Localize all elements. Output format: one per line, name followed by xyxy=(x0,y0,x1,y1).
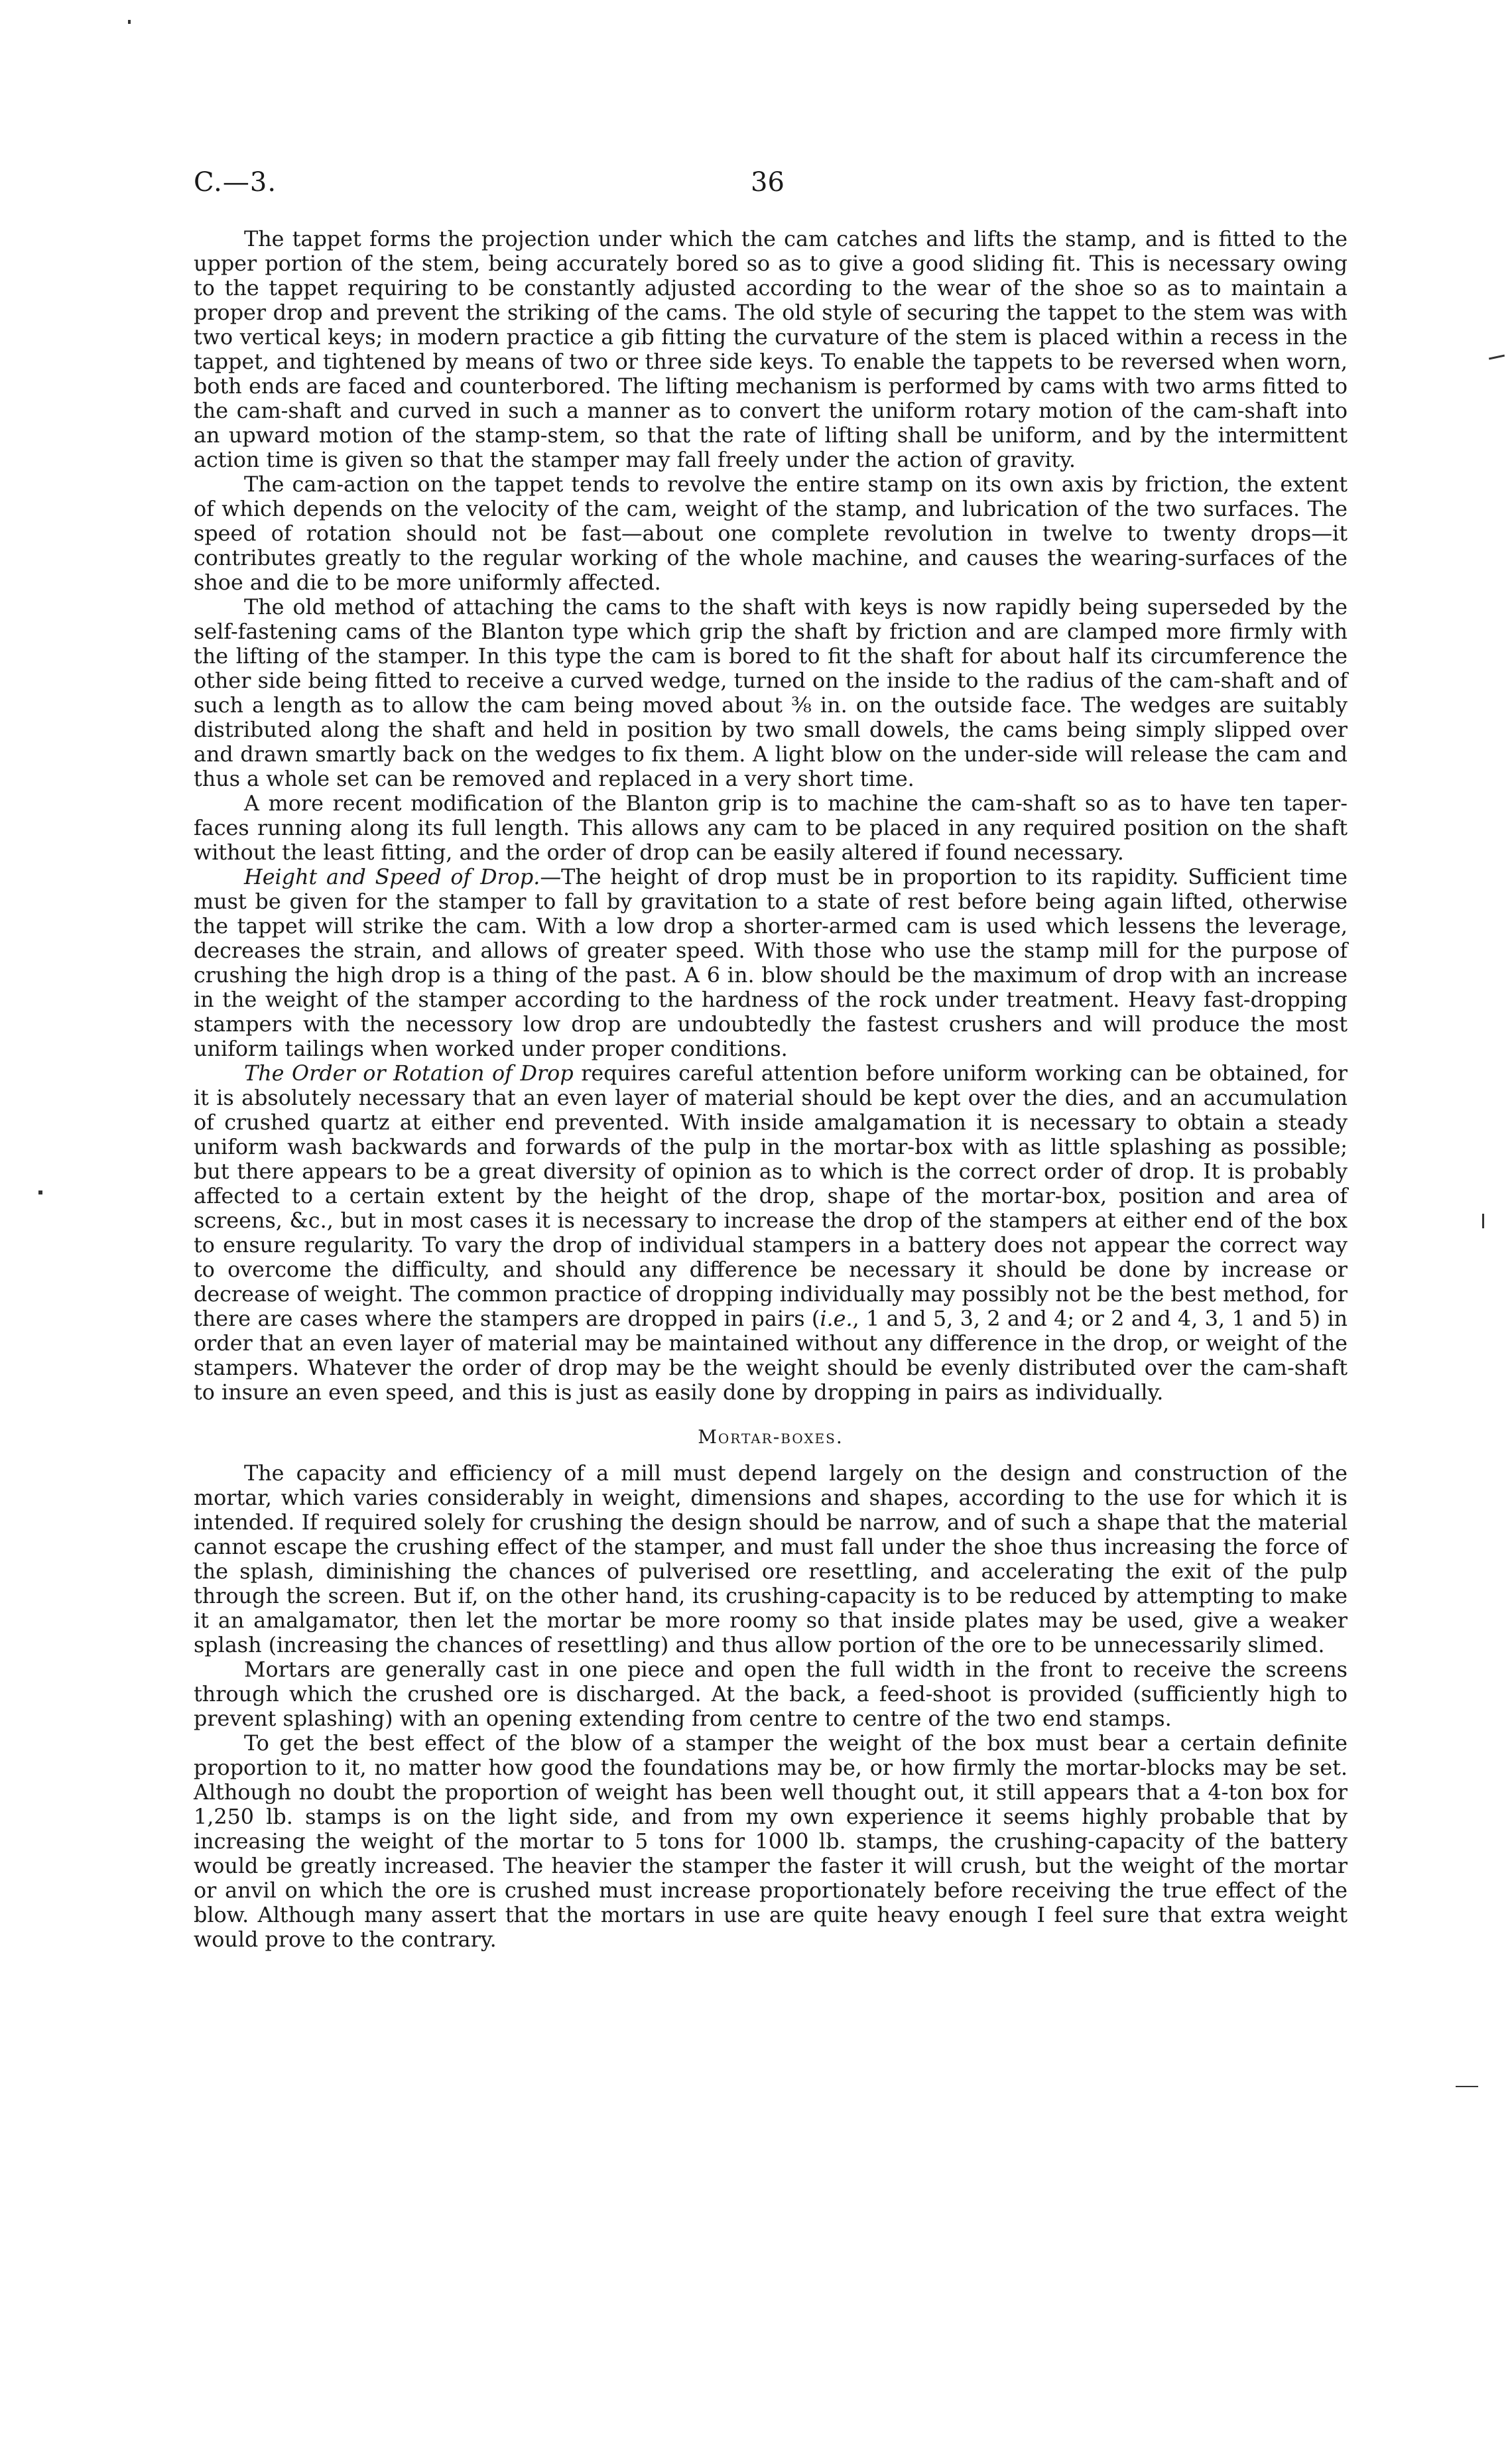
height-speed-title: Height and Speed of Drop. xyxy=(244,865,540,889)
paragraph-order-rotation xyxy=(194,1061,1348,1405)
scan-mark-right-2 xyxy=(1482,1214,1484,1228)
paragraph-mortar-capacity: The capacity and efficiency of a mill must depend largely on the design and construction of the mortar, which varies considerably in weight, dimensions and shapes, according to the use for which it is intended. If required solely for crushing the design should be narrow, and of such a shape that the material cannot escape the crushing effect of the stamper, and must fall under the shoe thus increasing the force of the splash, diminishing the chances of pulverised ore resettling, and accelerating the exit of the pulp through the screen. But if, on the other hand, its crushing-capacity is to be reduced by attempting to make it an amalgamator, then let the mortar be more roomy so that inside plates may be used, give a weaker splash (increasing the chances of resettling) and thus allow portion of the ore to be unnecessarily slimed. xyxy=(194,1461,1348,1657)
paragraph-mortar-weight: To get the best effect of the blow of a stamper the weight of the box must bear a certain definite proportion to it, no matter how good the foundations may be, or how firmly the mortar-blocks may be set. Although no doubt the proportion of weight has been well thought out, it still appears that a 4-ton box for 1,250 lb. stamps is on the light side, and from my own experience it seems highly probable that by increasing the weight of the mortar to 5 tons for 1000 lb. stamps, the crushing-capacity of the battery would be greatly increased. The heavier the stamper the faster it will crush, but the weight of the mortar or anvil on which the ore is crushed must increase proportionately before receiving the true effect of the blow. Although many assert that the mortars in use are quite heavy enough I feel sure that extra weight would prove to the contrary. xyxy=(194,1731,1348,1952)
scan-mark-right-1 xyxy=(1489,355,1505,360)
paragraph-tappet: The tappet forms the projection under which the cam catches and lifts the stamp, and is fitted to the upper portion of the stem, being accurately bored so as to give a good sliding fit. This is necessary owing to the tappet requiring to be constantly adjusted according to the wear of the shoe so as to maintain a proper drop and prevent the striking of the cams. The old style of securing the tappet to the stem was with two vertical keys; in modern practice a gib fitting the curvature of the stem is placed within a recess in the tappet, and tightened by means of two or three side keys. To enable the tappets to be reversed when worn, both ends are faced and counterbored. The lifting mechanism is performed by cams with two arms fitted to the cam-shaft and curved in such a manner as to convert the uniform rotary motion of the cam-shaft into an upward motion of the stamp-stem, so that the rate of lifting shall be uniform, and by the intermittent action time is given so that the stamper may fall freely under the action of gravity. xyxy=(194,227,1348,472)
paragraph-cam-action: The cam-action on the tappet tends to revolve the entire stamp on its own axis by friction, the extent of which depends on the velocity of the cam, weight of the stamp, and lubrication of the two surfaces. The speed of rotation should not be fast—about one complete revolution in twelve to twenty drops—it contributes greatly to the regular working of the whole machine, and causes the wearing-surfaces of the shoe and die to be more uniformly affected. xyxy=(194,472,1348,595)
section-heading-mortar-boxes: Mortar-boxes. xyxy=(698,1426,844,1448)
order-rotation-text-a: requires careful attention before uniform working can be obtained, for it is absolutely necessary that an even layer of material should be kept over the dies, and an accumulation of crushed quartz at either end prevented. With inside amalgamation it is necessary to obtain a steady uniform wash backwards and forwards of the pulp in the mortar-box with as little splashing as possible; but there appears to be a great diversity of opinion as to which is the correct order of drop. It is probably affected to a certain extent by the height of the drop, shape of the mortar-box, position and area of screens, &c., but in most cases it is necessary to increase the drop of the stampers at either end of the box to ensure regularity. To vary the drop of individual stampers in a battery does not appear the correct way to overcome the difficulty, and should any difference be necessary it should be done by increase or decrease of weight. The common practice of dropping individually may possibly not be the best method, for there are cases where the stampers are dropped in pairs ( xyxy=(194,1061,1348,1331)
document-reference: C.—3. xyxy=(194,167,277,198)
scan-mark-top xyxy=(128,20,131,24)
order-rotation-text-b: , 1 and 5, 3, 2 and 4; or 2 and 4, 3, 1 and 5) in order that an even layer of material may be maintained without any difference in the drop, or weight of the stampers. Whatever the order of drop may be the weight should be evenly distributed over the cam-shaft to insure an even speed, and this is just as easily done by dropping in pairs as individually. xyxy=(194,1307,1348,1405)
height-speed-text: —The height of drop must be in proportion to its rapidity. Sufficient time must be given for the stamper to fall by gravitation to a state of rest before being again lifted, otherwise the tappet will strike the cam. With a low drop a shorter-armed cam is used which lessens the leverage, decreases the strain, and allows of greater speed. With those who use the stamp mill for the purpose of crushing the high drop is a thing of the past. A 6 in. blow should be the maximum of drop with an increase in the weight of the stamper according to the hardness of the rock under treatment. Heavy fast-dropping stampers with the necessory low drop are undoubtedly the fastest crushers and will produce the most uniform tailings when worked under proper conditions. xyxy=(194,865,1348,1061)
page-number: 36 xyxy=(751,167,785,198)
page-header xyxy=(194,167,1348,207)
paragraph-height-speed xyxy=(194,865,1348,1061)
scan-mark-right-3 xyxy=(1456,2086,1478,2087)
order-rotation-ie: i.e. xyxy=(820,1307,853,1331)
paragraph-blanton-modification: A more recent modification of the Blanton grip is to machine the cam-shaft so as to have ten taper-faces running along its full length. This allows any cam to be placed in any required position on the shaft without the least fitting, and the order of drop can be easily altered if found necessary. xyxy=(194,791,1348,865)
page-body xyxy=(194,227,1348,1952)
order-rotation-title: The Order or Rotation of Drop xyxy=(244,1061,574,1086)
paragraph-blanton-cams: The old method of attaching the cams to the shaft with keys is now rapidly being superseded by the self-fastening cams of the Blanton type which grip the shaft by friction and are clamped more firmly with the lifting of the stamper. In this type the cam is bored to fit the shaft for about half its circumference the other side being fitted to receive a curved wedge, turned on the inside to the radius of the cam-shaft and of such a length as to allow the cam being moved about ⅜ in. on the outside face. The wedges are suitably distributed along the shaft and held in position by two small dowels, the cams being simply slipped over and drawn smartly back on the wedges to fix them. A light blow on the under-side will release the cam and thus a whole set can be removed and replaced in a very short time. xyxy=(194,595,1348,791)
paragraph-mortar-casting: Mortars are generally cast in one piece and open the full width in the front to receive the screens through which the crushed ore is discharged. At the back, a feed-shoot is provided (sufficiently high to prevent splashing) with an opening extending from centre to centre of the two end stamps. xyxy=(194,1657,1348,1731)
scan-mark-left xyxy=(38,1190,42,1194)
